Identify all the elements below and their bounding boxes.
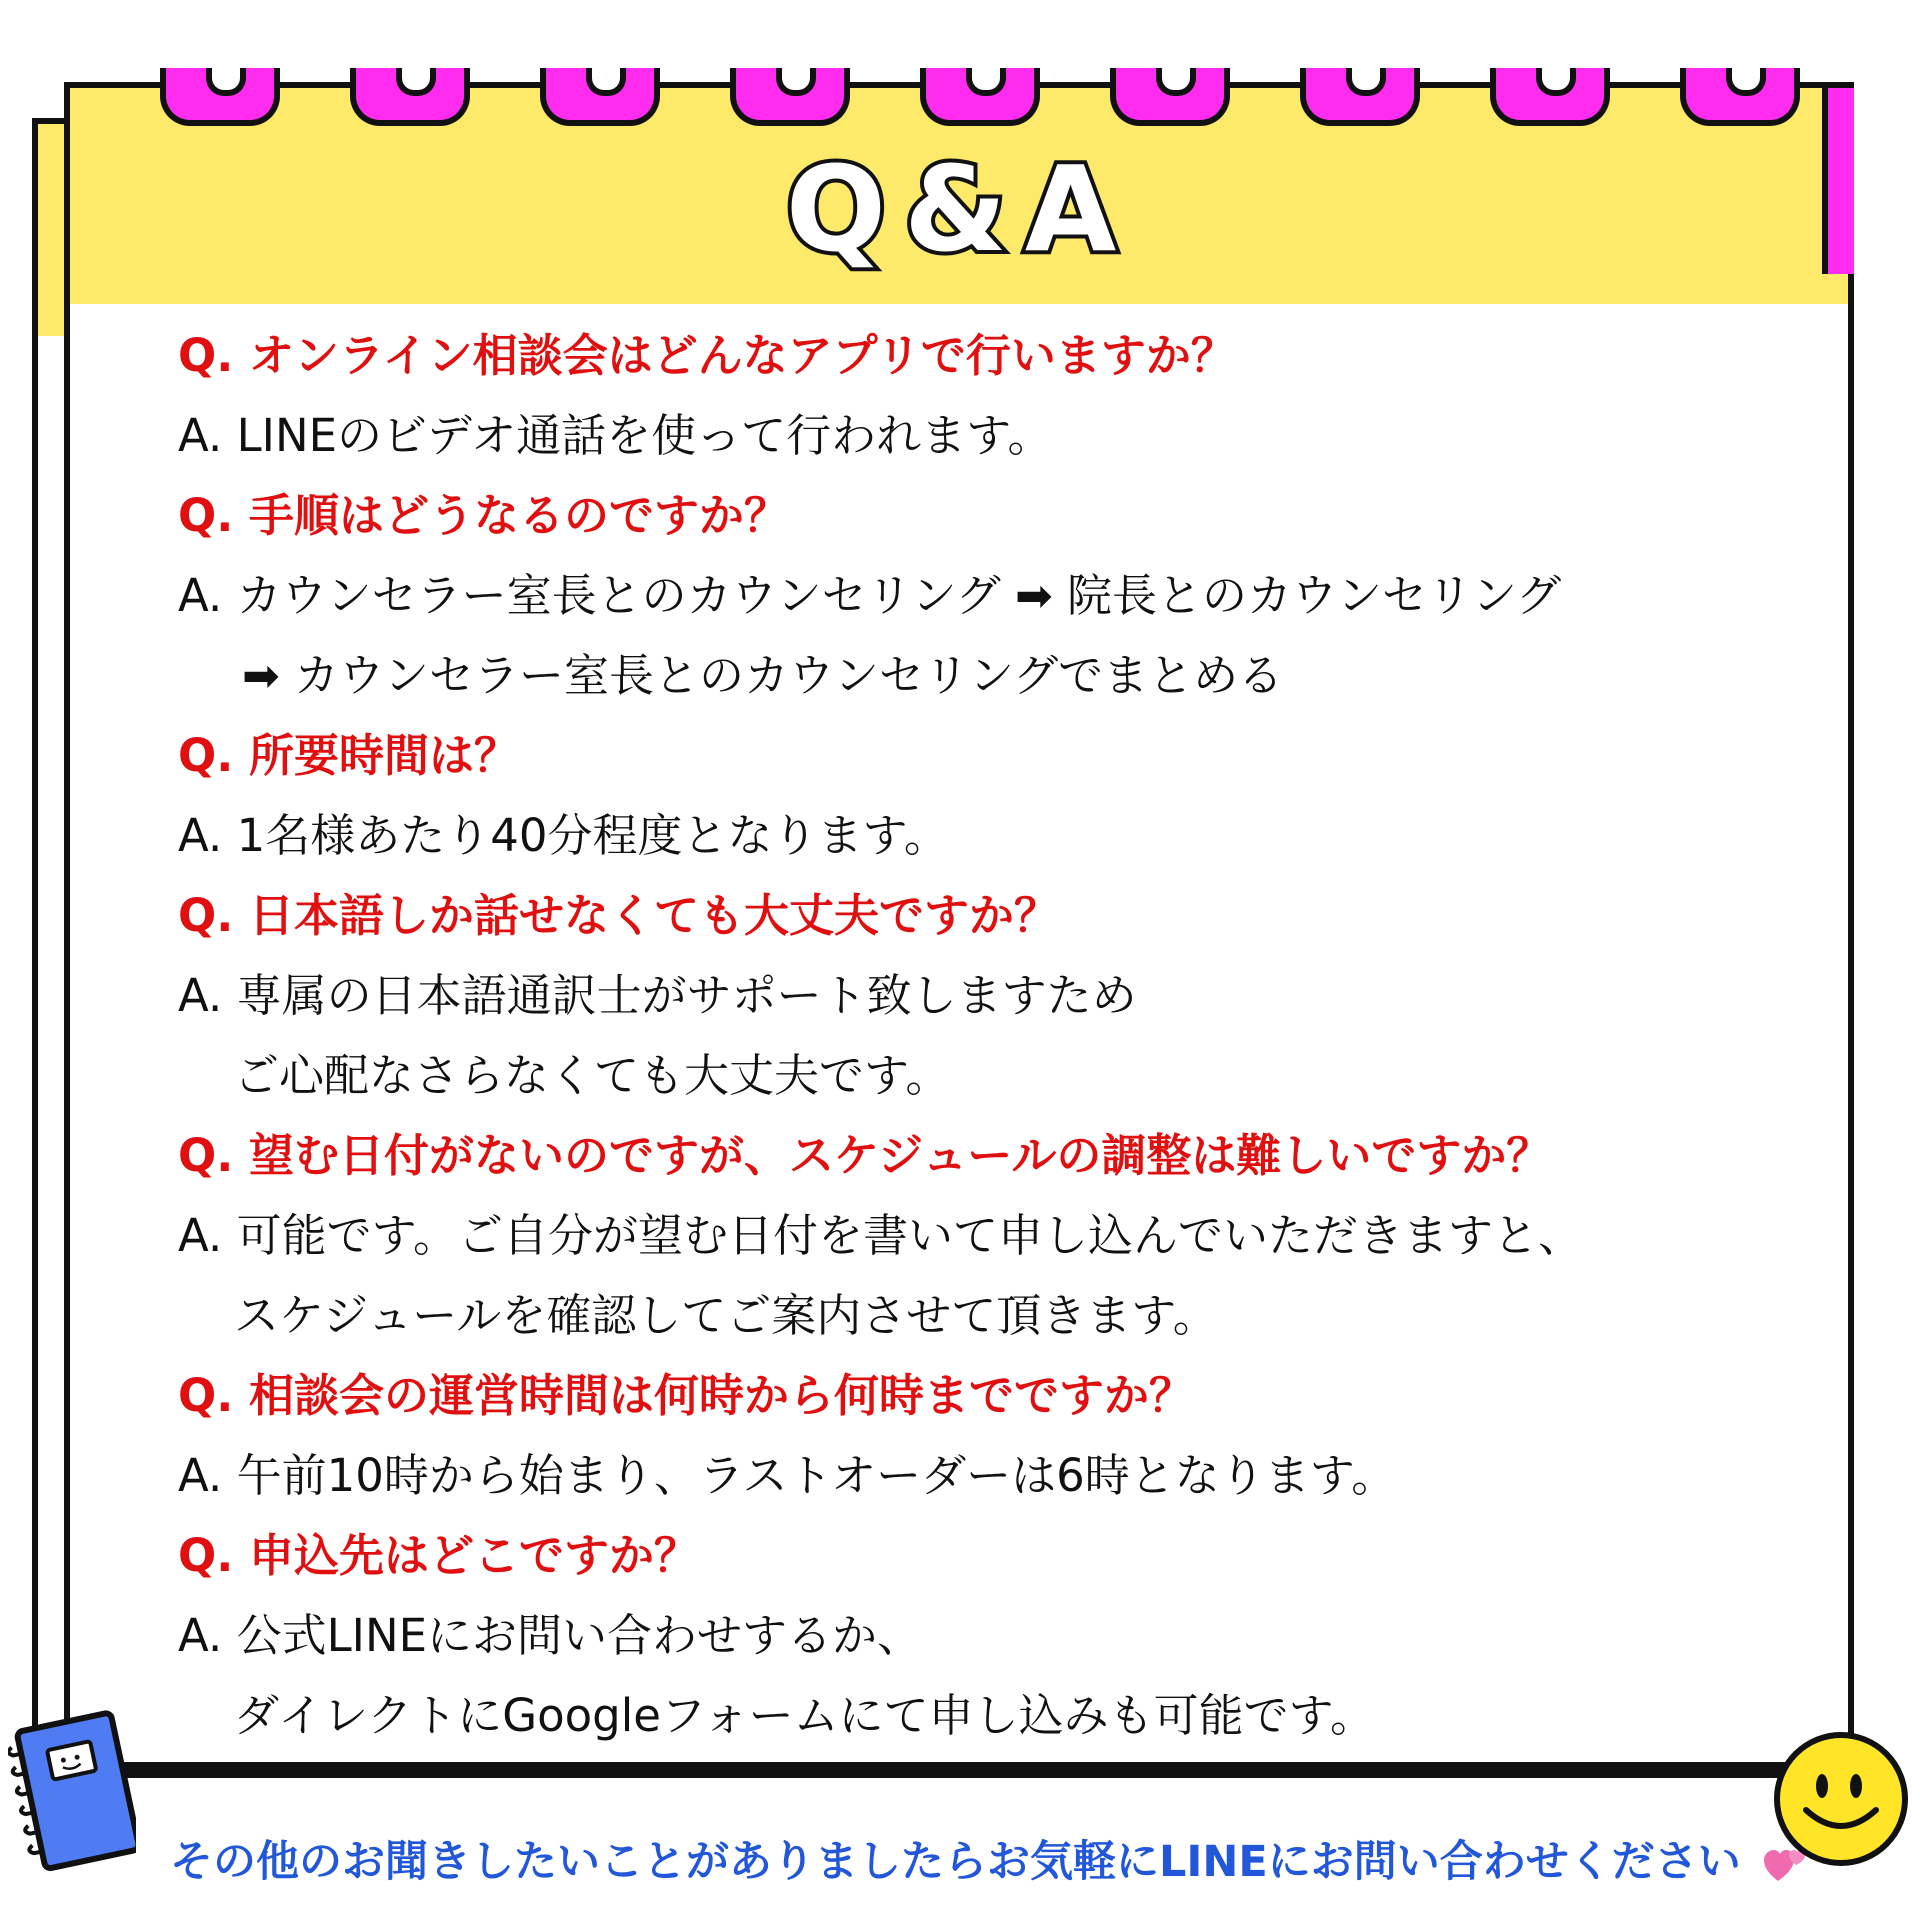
page-title: Q&A xyxy=(785,140,1135,278)
answer-line: スケジュールを確認してご案内させて頂きます。 xyxy=(234,1289,1218,1342)
binding-tab xyxy=(1300,68,1420,126)
notebook-icon xyxy=(8,1706,136,1876)
question-line: Q. 日本語しか話せなくても大丈夫ですか？ xyxy=(178,889,1060,942)
question-line: Q. 申込先はどこですか？ xyxy=(178,1529,700,1582)
question-line: Q. オンライン相談会はどんなアプリで行いますか？ xyxy=(178,329,1236,382)
qa-list xyxy=(178,316,1678,1756)
answer-line: A. LINEのビデオ通話を使って行われます。 xyxy=(178,409,1053,462)
answer-line: ➡ カウンセラー室長とのカウンセリングでまとめる xyxy=(242,649,1284,702)
binding-tab xyxy=(160,68,280,126)
smiley-icon xyxy=(1772,1730,1910,1868)
answer-line: A. 専属の日本語通訳士がサポート致しますため xyxy=(178,969,1137,1022)
answer-line: A. カウンセラー室長とのカウンセリング ➡ 院長とのカウンセリング xyxy=(178,569,1562,622)
binding-tab xyxy=(730,68,850,126)
answer-line: A. 可能です。ご自分が望む日付を書いて申し込んでいただきますと、 xyxy=(178,1209,1584,1262)
answer-line: A. 午前10時から始まり、ラストオーダーは6時となります。 xyxy=(178,1449,1397,1502)
binding-tab xyxy=(1680,68,1800,126)
answer-line: ご心配なさらなくても大丈夫です。 xyxy=(234,1049,951,1102)
binding-tab xyxy=(540,68,660,126)
answer-line: ダイレクトにGoogleフォームにて申し込みも可能です。 xyxy=(234,1689,1376,1742)
binding-tab xyxy=(1490,68,1610,126)
answer-line: A. 1名様あたり40分程度となります。 xyxy=(178,809,949,862)
question-line: Q. 所要時間は？ xyxy=(178,729,520,782)
answer-line: A. 公式LINEにお問い合わせするか、 xyxy=(178,1609,923,1662)
question-line: Q. 望む日付がないのですが、スケジュールの調整は難しいですか？ xyxy=(178,1129,1552,1182)
spiral-binding xyxy=(100,68,1860,128)
question-line: Q. 手順はどうなるのですか？ xyxy=(178,489,790,542)
footer-text: その他のお聞きしたいことがありましたらお気軽にLINEにお問い合わせください xyxy=(170,1837,1741,1887)
question-line: Q. 相談会の運営時間は何時から何時までですか？ xyxy=(178,1369,1195,1422)
binding-tab xyxy=(920,68,1040,126)
footer-message xyxy=(170,1828,1741,1889)
binding-tab xyxy=(350,68,470,126)
binding-tab xyxy=(1110,68,1230,126)
divider xyxy=(90,1766,1830,1774)
